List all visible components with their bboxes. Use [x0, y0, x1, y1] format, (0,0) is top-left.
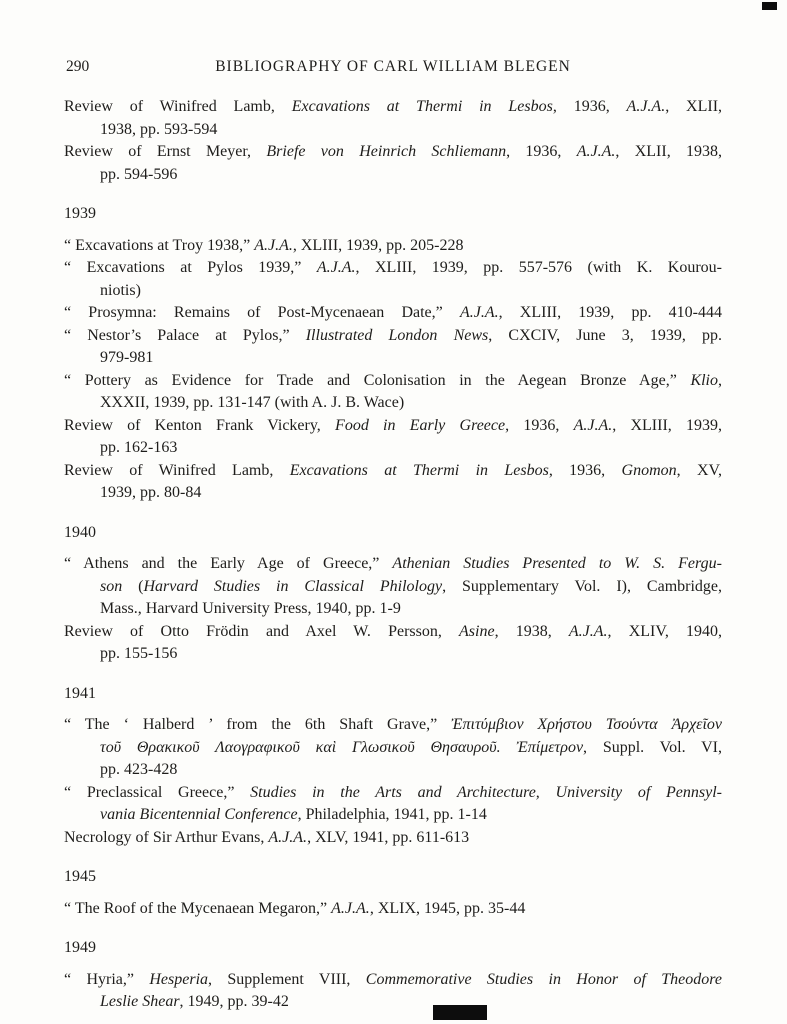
entry-line: [64, 280, 722, 303]
italic-text: A.J.A.: [254, 236, 293, 254]
italic-text: Hesperia: [149, 970, 209, 988]
entry-line: [64, 460, 722, 483]
roman-text: “ Hyria,”: [64, 970, 150, 988]
roman-text: Review of Ernst Meyer,: [64, 143, 267, 160]
bibliography-entry: [64, 370, 722, 415]
year-heading: 1949: [64, 939, 96, 956]
roman-text: , XLIII, 1939,: [612, 416, 723, 434]
entry-line: [64, 621, 722, 644]
roman-text: pp. 162-163: [100, 439, 178, 456]
roman-text: , CXCIV, June 3, 1939, pp.: [488, 326, 723, 344]
entry-line: [64, 969, 722, 992]
roman-text: “ Pottery as Evidence for Trade and Colonisation in the Aegean Bronze Age,”: [64, 371, 691, 389]
italic-text: τοῦ Θρακικοῦ Λαογραφικοῦ καὶ Γλωσικοῦ Θησαυροῦ. Ἐπίμετρον: [100, 738, 584, 756]
italic-text: Excavations at Thermi in Lesbos: [289, 461, 549, 479]
italic-text: Harvard Studies in Classical Philology: [143, 577, 443, 595]
entry-line: [64, 164, 722, 187]
roman-text: , XLIX, 1945, pp. 35-44: [369, 899, 526, 917]
roman-text: 1939, pp. 80-84: [100, 484, 202, 501]
roman-text: Review of Otto Frödin and Axel W. Persson,: [64, 622, 460, 640]
entry-line: [64, 804, 722, 827]
italic-text: Ἐπιτύμβιον Χρήστου Τσούντα Ἀρχεῖον: [451, 716, 722, 733]
bibliography-entry: [64, 553, 722, 621]
roman-text: niotis): [100, 281, 141, 299]
bibliography-entry: [64, 141, 722, 186]
roman-text: XXXII, 1939, pp. 131-147 (with A. J. B. Wace): [100, 394, 405, 411]
bibliography-entry: [64, 714, 722, 782]
year-heading: 1940: [64, 523, 96, 541]
entry-line: [64, 759, 722, 782]
roman-text: Review of Winifred Lamb,: [64, 461, 290, 479]
roman-text: Necrology of Sir Arthur Evans,: [64, 828, 269, 846]
scan-artifact-icon: [762, 2, 777, 10]
year-heading: 1941: [64, 684, 96, 702]
bibliography-list: [64, 96, 722, 1014]
italic-text: A.J.A.: [576, 143, 616, 160]
italic-text: Briefe von Heinrich Schliemann: [266, 143, 507, 160]
entry-line: [64, 737, 722, 760]
page-content: [64, 56, 722, 1014]
entry-line: [64, 576, 722, 599]
entry-line: [64, 96, 722, 119]
roman-text: , 1938,: [494, 622, 569, 640]
entry-line: [64, 643, 722, 666]
entry-line: [64, 141, 722, 164]
page-title: BIBLIOGRAPHY OF CARL WILLIAM BLEGEN: [215, 58, 571, 75]
scan-artifact-icon: [433, 1005, 487, 1020]
italic-text: A.J.A.: [626, 98, 666, 115]
roman-text: 979-981: [100, 349, 154, 366]
italic-text: Studies in the Arts and Architecture, University of Pennsyl-: [250, 783, 723, 801]
roman-text: pp. 594-596: [100, 165, 178, 183]
roman-text: , XLIII, 1939, pp. 557-576 (with K. Kourou-: [355, 259, 723, 276]
roman-text: , 1936,: [506, 143, 577, 160]
year-heading: 1945: [64, 868, 96, 885]
entry-line: [64, 598, 722, 621]
entry-line: [64, 482, 722, 505]
entry-line: [64, 235, 722, 258]
entry-line: [64, 898, 722, 921]
roman-text: Review of Kenton Frank Vickery,: [64, 416, 336, 434]
roman-text: pp. 423-428: [100, 761, 178, 778]
roman-text: , XLII,: [665, 98, 723, 115]
italic-text: Klio: [690, 371, 718, 389]
italic-text: A.J.A.: [459, 304, 499, 321]
roman-text: , Suppl. Vol. VI,: [583, 738, 722, 756]
roman-text: , Philadelphia, 1941, pp. 1-14: [297, 806, 487, 823]
roman-text: “ Excavations at Troy 1938,”: [64, 236, 255, 254]
bibliography-entry: [64, 827, 722, 850]
roman-text: “ Nestor’s Palace at Pylos,”: [64, 326, 306, 344]
roman-text: , XLV, 1941, pp. 611-613: [307, 828, 470, 846]
running-head: [64, 56, 722, 78]
italic-text: A.J.A.: [331, 899, 370, 917]
roman-text: , XLII, 1938,: [615, 143, 723, 160]
bibliography-entry: [64, 415, 722, 460]
entry-line: [64, 257, 722, 280]
bibliography-entry: [64, 898, 722, 921]
bibliography-entry: [64, 621, 722, 666]
entry-line: [64, 782, 722, 805]
entry-line: [64, 302, 722, 325]
roman-text: , Supplement VIII,: [208, 970, 366, 988]
roman-text: “ Preclassical Greece,”: [64, 783, 251, 801]
roman-text: , Supplementary Vol. I), Cambridge,: [442, 577, 723, 595]
bibliography-entry: [64, 235, 722, 258]
entry-line: [64, 325, 722, 348]
year-heading: 1939: [64, 205, 96, 222]
bibliography-entry: [64, 969, 722, 1014]
italic-text: vania Bicentennial Conference: [100, 806, 298, 823]
roman-text: pp. 155-156: [100, 645, 178, 662]
roman-text: “ The Roof of the Mycenaean Megaron,”: [64, 899, 332, 917]
roman-text: ,: [718, 371, 722, 389]
italic-text: Leslie Shear: [100, 993, 180, 1010]
roman-text: “ Prosymna: Remains of Post-Mycenaean Date,”: [64, 304, 460, 321]
bibliography-entry: [64, 325, 722, 370]
italic-text: A.J.A.: [568, 622, 608, 640]
italic-text: Illustrated London News: [305, 326, 489, 344]
italic-text: son: [100, 577, 123, 595]
italic-text: A.J.A.: [316, 259, 356, 276]
italic-text: Athenian Studies Presented to W. S. Fergu-: [392, 555, 722, 572]
bibliography-entry: [64, 257, 722, 302]
roman-text: , XLIV, 1940,: [607, 622, 722, 640]
bibliography-entry: [64, 782, 722, 827]
entry-line: [64, 714, 722, 737]
bibliography-entry: [64, 460, 722, 505]
entry-line: [64, 553, 722, 576]
roman-text: , XV,: [676, 461, 723, 479]
entry-line: [64, 347, 722, 370]
bibliography-entry: [64, 302, 722, 325]
italic-text: Gnomon: [621, 461, 677, 479]
roman-text: , 1936,: [552, 98, 627, 115]
roman-text: “ Athens and the Early Age of Greece,”: [64, 555, 393, 572]
roman-text: , XLIII, 1939, pp. 410-444: [498, 304, 723, 321]
roman-text: , 1936,: [505, 416, 574, 434]
roman-text: 1938, pp. 593-594: [100, 120, 218, 138]
entry-line: [64, 415, 722, 438]
italic-text: A.J.A.: [268, 828, 308, 846]
entry-line: [64, 370, 722, 393]
entry-line: [64, 437, 722, 460]
bibliography-entry: [64, 96, 722, 141]
roman-text: (: [122, 577, 144, 595]
entry-line: [64, 119, 722, 142]
entry-line: [64, 991, 722, 1014]
entry-line: [64, 392, 722, 415]
entry-line: [64, 827, 722, 850]
italic-text: A.J.A.: [573, 416, 613, 434]
italic-text: Food in Early Greece: [335, 416, 506, 434]
roman-text: , 1936,: [548, 461, 622, 479]
roman-text: Mass., Harvard University Press, 1940, pp. 1-9: [100, 600, 401, 617]
roman-text: Review of Winifred Lamb,: [64, 98, 292, 115]
roman-text: , 1949, pp. 39-42: [179, 993, 289, 1010]
italic-text: Excavations at Thermi in Lesbos: [291, 98, 553, 115]
page-number: 290: [66, 58, 90, 75]
italic-text: Asine: [459, 622, 495, 640]
roman-text: , XLIII, 1939, pp. 205-228: [292, 236, 464, 254]
italic-text: Commemorative Studies in Honor of Theodore: [365, 970, 722, 988]
roman-text: “ The ‘ Halberd ’ from the 6th Shaft Grave,”: [64, 716, 452, 733]
roman-text: “ Excavations at Pylos 1939,”: [64, 259, 317, 276]
